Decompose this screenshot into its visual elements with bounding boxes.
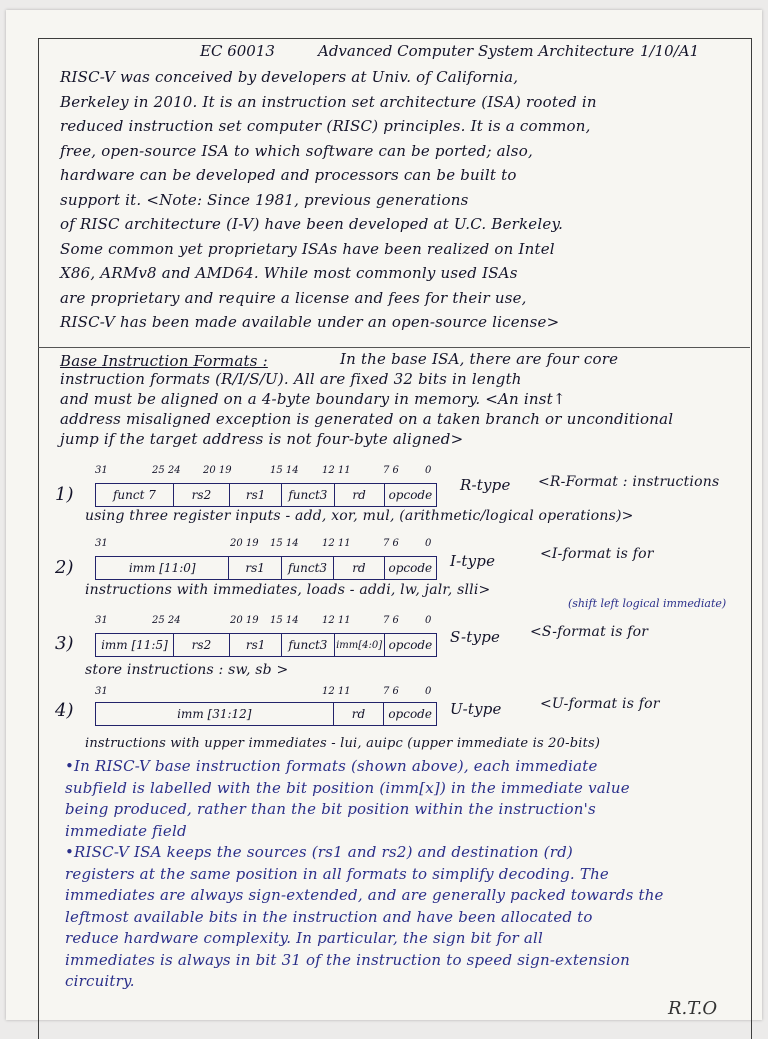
bit-position-label: 0	[425, 686, 432, 697]
handwritten-line: circuitry.	[65, 972, 135, 990]
bit-position-label: 25 24	[152, 465, 181, 476]
field-rd: rd	[334, 703, 385, 725]
bit-position-label: 15 14	[270, 538, 299, 549]
bit-position-label: 0	[425, 465, 432, 476]
field-funct3: funct3	[282, 557, 334, 579]
field-rs1: rs1	[230, 634, 282, 656]
bit-position-label: 12 11	[322, 538, 351, 549]
handwritten-line: X86, ARMv8 and AMD64. While most commonly used ISAs	[60, 264, 518, 282]
s-type-note: <S-format is for	[530, 624, 649, 640]
bit-position-label: 20 19	[230, 538, 259, 549]
signature: R.T.O	[668, 998, 718, 1019]
bit-position-label: 12 11	[322, 465, 351, 476]
format-number: 3)	[55, 633, 74, 654]
handwritten-line: subfield is labelled with the bit position (imm[x]) in the immediate value	[65, 778, 630, 797]
r-type-label: R-type	[460, 476, 511, 494]
handwritten-line: •RISC-V ISA keeps the sources (rs1 and rs2) and destination (rd)	[65, 843, 573, 861]
handwritten-line: free, open-source ISA to which software can be ported; also,	[60, 141, 533, 160]
field-funct7: funct 7	[96, 484, 174, 506]
bit-position-label: 0	[425, 538, 432, 549]
u-type-desc: instructions with upper immediates - lui, auipc (upper immediate is 20-bits)	[85, 736, 601, 751]
r-type-desc: using three register inputs - add, xor, mul, (arithmetic/logical operations)>	[85, 508, 634, 524]
r-type-note: <R-Format : instructions	[538, 474, 720, 490]
i-type-note: <I-format is for	[540, 546, 654, 562]
bit-position-label: 15 14	[270, 465, 299, 476]
field-imm-high: imm [11:5]	[96, 634, 174, 656]
handwritten-line: Some common yet proprietary ISAs have been realized on Intel	[60, 239, 555, 258]
bit-position-label: 7 6	[383, 465, 399, 476]
s-type-label: S-type	[450, 628, 501, 646]
handwritten-line: In the base ISA, there are four core	[340, 350, 619, 368]
bit-position-label: 31	[95, 538, 108, 549]
bit-position-label: 15 14	[270, 615, 299, 626]
handwritten-line: address misaligned exception is generated on a taken branch or unconditional	[60, 410, 674, 428]
handwritten-line: being produced, rather than the bit position within the instruction's	[65, 800, 596, 818]
field-imm: imm [11:0]	[96, 557, 229, 579]
s-type-desc: store instructions : sw, sb >	[85, 662, 289, 678]
field-imm-upper: imm [31:12]	[96, 703, 334, 725]
format-number: 4)	[55, 700, 74, 721]
field-rd: rd	[335, 484, 385, 506]
u-type-format-box	[95, 702, 437, 726]
u-type-note: <U-format is for	[540, 696, 660, 712]
field-rs1: rs1	[230, 484, 282, 506]
bit-position-label: 31	[95, 615, 108, 626]
bit-position-label: 12 11	[322, 615, 351, 626]
section-divider	[38, 347, 750, 348]
bit-position-label: 20 19	[230, 615, 259, 626]
i-type-aside: (shift left logical immediate)	[568, 597, 727, 610]
field-opcode: opcode	[388, 707, 432, 721]
bit-position-label: 31	[95, 465, 108, 476]
field-opcode: opcode	[388, 488, 433, 502]
field-funct3: funct3	[282, 634, 334, 656]
s-type-format-box	[95, 633, 437, 657]
handwritten-line: immediate field	[65, 821, 187, 840]
field-opcode: opcode	[388, 638, 433, 652]
i-type-format-box	[95, 556, 437, 580]
handwritten-line: immediates are always sign-extended, and are generally packed towards the	[65, 886, 664, 904]
handwritten-line: RISC-V was conceived by developers at Univ. of California,	[60, 68, 519, 86]
bit-position-label: 12 11	[322, 686, 351, 697]
u-type-label: U-type	[450, 700, 502, 718]
course-code: EC 60013	[200, 42, 275, 60]
field-funct3: funct3	[282, 484, 334, 506]
handwritten-line: leftmost available bits in the instruction and have been allocated to	[65, 907, 593, 926]
handwritten-line: •In RISC-V base instruction formats (shown above), each immediate	[65, 757, 598, 775]
handwritten-line: immediates is always in bit 31 of the instruction to speed sign-extension	[65, 950, 630, 969]
i-type-label: I-type	[450, 552, 496, 570]
bit-position-label: 20 19	[203, 465, 232, 476]
field-rs2: rs2	[174, 634, 230, 656]
section-heading: Base Instruction Formats :	[60, 352, 268, 370]
handwritten-line: of RISC architecture (I-V) have been developed at U.C. Berkeley.	[60, 215, 564, 233]
format-number: 1)	[55, 484, 74, 505]
field-rs2: rs2	[174, 484, 230, 506]
bit-position-label: 31	[95, 686, 108, 697]
handwritten-line: reduce hardware complexity. In particular, the sign bit for all	[65, 929, 544, 947]
handwritten-line: jump if the target address is not four-byte aligned>	[60, 430, 464, 448]
handwritten-line: and must be aligned on a 4-byte boundary in memory. <An inst↑	[60, 390, 566, 408]
i-type-desc: instructions with immediates, loads - addi, lw, jalr, slli>	[85, 582, 491, 598]
handwritten-line: reduced instruction set computer (RISC) principles. It is a common,	[60, 117, 591, 135]
field-rd: rd	[334, 557, 384, 579]
r-type-format-box	[95, 483, 437, 507]
bit-position-label: 25 24	[152, 615, 181, 626]
handwritten-line: registers at the same position in all formats to simplify decoding. The	[65, 864, 610, 883]
handwritten-line: support it. <Note: Since 1981, previous generations	[60, 190, 469, 209]
handwritten-line: instruction formats (R/I/S/U). All are fixed 32 bits in length	[60, 370, 522, 388]
page-date: 1/10/A1	[640, 42, 700, 60]
bit-position-label: 7 6	[383, 538, 399, 549]
field-imm-low: imm[4:0]	[335, 634, 385, 656]
handwritten-line: are proprietary and require a license and fees for their use,	[60, 288, 527, 307]
field-opcode: opcode	[388, 561, 433, 575]
handwritten-line: hardware can be developed and processors can be built to	[60, 166, 517, 184]
bit-position-label: 0	[425, 615, 432, 626]
field-rs1: rs1	[229, 557, 281, 579]
bit-position-label: 7 6	[383, 686, 399, 697]
format-number: 2)	[55, 557, 74, 578]
bit-position-label: 7 6	[383, 615, 399, 626]
handwritten-line: RISC-V has been made available under an open-source license>	[60, 313, 560, 331]
course-subject: Advanced Computer System Architecture	[318, 42, 635, 60]
handwritten-line: Berkeley in 2010. It is an instruction set architecture (ISA) rooted in	[60, 92, 597, 111]
